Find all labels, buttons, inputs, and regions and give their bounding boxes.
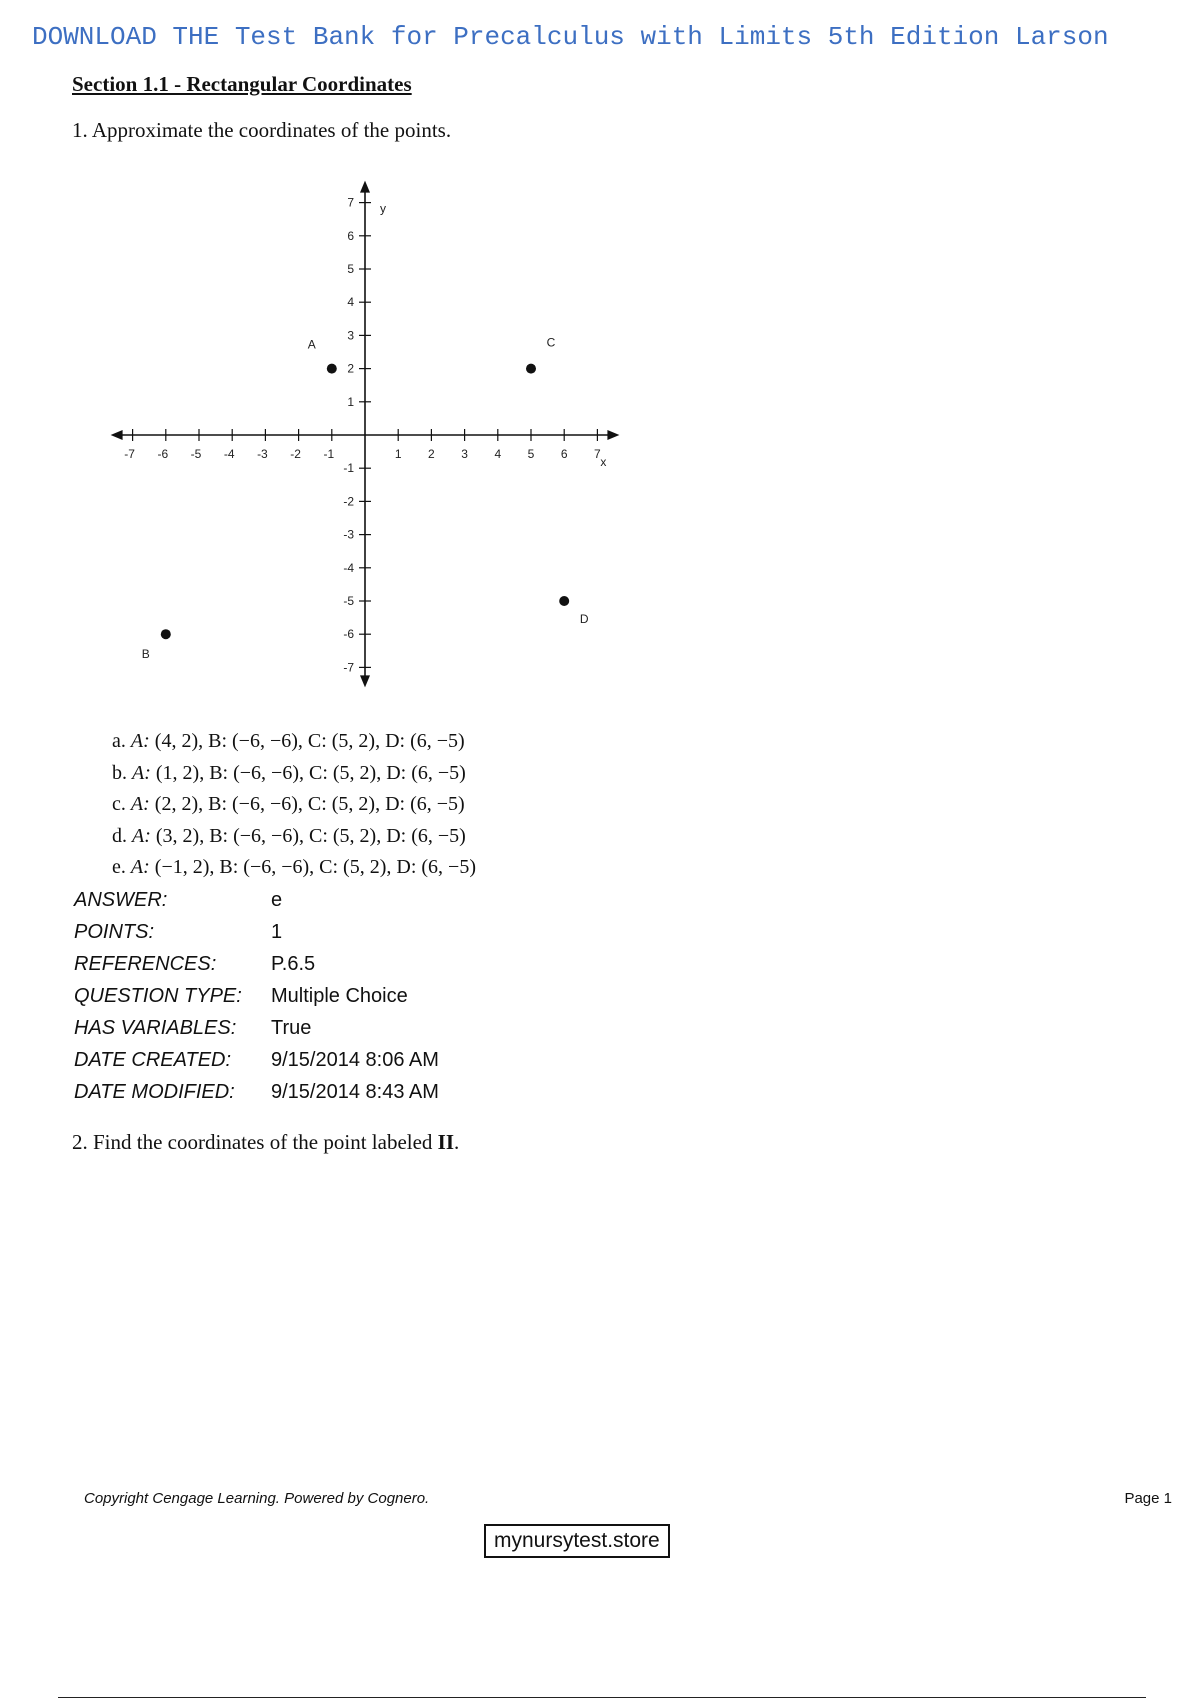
- y-tick-label: 5: [347, 262, 354, 276]
- answer-choice: [112, 852, 476, 884]
- metadata-row: [74, 1076, 439, 1108]
- x-tick-label: 3: [461, 447, 468, 461]
- x-tick-label: -2: [290, 447, 301, 461]
- y-tick-label: 6: [347, 228, 354, 243]
- metadata-value: True: [271, 1017, 312, 1039]
- point-a-label: A: [307, 337, 316, 352]
- y-tick-label: -2: [343, 494, 354, 509]
- answer-choice: [112, 758, 476, 790]
- metadata-row: [74, 948, 439, 980]
- y-axis-arrow-down: [360, 675, 370, 687]
- question-2-end: .: [454, 1130, 460, 1154]
- y-tick-label: 7: [347, 195, 354, 210]
- metadata-value: e: [271, 889, 283, 911]
- metadata-row: [74, 916, 439, 948]
- question-2-text: 2. Find the coordinates of the point labeled: [72, 1130, 438, 1154]
- y-tick-label: 4: [347, 295, 354, 310]
- y-tick-label: -4: [343, 560, 354, 575]
- metadata-key: DATE MODIFIED:: [74, 1081, 235, 1103]
- footer-copyright: Copyright Cengage Learning. Powered by Cognero.: [84, 1490, 430, 1507]
- choice-point-prefix: A:: [132, 761, 151, 784]
- x-tick-label: 2: [428, 447, 435, 461]
- metadata-row: [74, 980, 439, 1012]
- choice-text: (4, 2), B: (−6, −6), C: (5, 2), D: (6, −5): [149, 730, 465, 752]
- y-tick-label: -1: [343, 461, 354, 476]
- metadata-value: 1: [271, 921, 283, 943]
- choice-point-prefix: A:: [130, 730, 150, 752]
- metadata-row: [74, 1044, 439, 1076]
- answer-choice: [112, 821, 476, 853]
- point-d-marker: [559, 596, 569, 606]
- point-a-marker: [327, 364, 337, 374]
- x-tick-label: -5: [190, 447, 202, 461]
- x-axis-label: x: [600, 455, 607, 469]
- answer-choices: [112, 726, 476, 884]
- metadata-value: 9/15/2014 8:43 AM: [271, 1081, 439, 1103]
- choice-letter: b.: [112, 761, 132, 784]
- x-tick-label: -7: [124, 447, 135, 461]
- choice-text: (3, 2), B: (−6, −6), C: (5, 2), D: (6, −5): [150, 824, 466, 847]
- metadata-key: POINTS:: [74, 921, 155, 943]
- x-tick-label: -1: [323, 447, 335, 461]
- y-tick-label: -7: [343, 660, 354, 675]
- x-tick-label: 6: [560, 447, 568, 461]
- section-title: Section 1.1 - Rectangular Coordinates: [72, 72, 412, 96]
- answer-choice: [112, 789, 476, 821]
- metadata-value: P.6.5: [271, 953, 316, 975]
- metadata-key: DATE CREATED:: [74, 1049, 232, 1071]
- y-tick-label: 1: [347, 394, 354, 409]
- x-tick-label: 4: [494, 447, 502, 461]
- metadata-row: [74, 884, 439, 916]
- x-tick-label: -6: [157, 447, 169, 461]
- metadata-key: REFERENCES:: [74, 953, 217, 975]
- choice-letter: a.: [112, 730, 131, 752]
- y-axis-arrow-up: [360, 181, 370, 193]
- metadata-value: 9/15/2014 8:06 AM: [271, 1049, 439, 1071]
- metadata-key: HAS VARIABLES:: [74, 1017, 237, 1039]
- choice-letter: d.: [112, 824, 132, 847]
- y-tick-label: 2: [347, 361, 354, 376]
- x-axis-arrow-right: [607, 430, 619, 440]
- choice-point-prefix: A:: [130, 856, 150, 878]
- point-b-marker: [161, 629, 171, 639]
- y-tick-label: -5: [343, 594, 354, 608]
- store-link[interactable]: mynursytest.store: [484, 1524, 670, 1558]
- metadata-row: [74, 1012, 439, 1044]
- choice-text: (−1, 2), B: (−6, −6), C: (5, 2), D: (6, −5): [149, 856, 476, 878]
- point-b-label: B: [141, 647, 150, 662]
- download-banner[interactable]: DOWNLOAD THE Test Bank for Precalculus with Limits 5th Edition Larson: [32, 22, 1109, 52]
- y-tick-label: -3: [343, 527, 354, 542]
- choice-letter: e.: [112, 856, 131, 878]
- point-c-marker: [526, 364, 536, 374]
- y-tick-label: 3: [347, 328, 354, 343]
- x-tick-label: 5: [527, 447, 535, 461]
- answer-choice: [112, 726, 476, 758]
- x-tick-label: -4: [223, 447, 235, 461]
- x-tick-label: 1: [394, 447, 402, 461]
- metadata-key: QUESTION TYPE:: [74, 985, 242, 1007]
- bottom-divider: [58, 1697, 1146, 1698]
- y-axis-label: y: [380, 201, 386, 216]
- choice-point-prefix: A:: [132, 824, 151, 847]
- metadata-value: Multiple Choice: [271, 985, 408, 1007]
- point-d-label: D: [579, 612, 589, 626]
- question-2-prompt: [72, 1130, 459, 1155]
- question-1-prompt: 1. Approximate the coordinates of the points.: [72, 118, 452, 142]
- footer-page-number: Page 1: [1124, 1490, 1172, 1507]
- x-tick-label: 7: [594, 447, 601, 461]
- question-2-point-label: II: [437, 1130, 455, 1154]
- x-tick-label: -3: [257, 447, 268, 461]
- choice-text: (1, 2), B: (−6, −6), C: (5, 2), D: (6, −5): [150, 761, 466, 784]
- y-tick-label: -6: [343, 627, 354, 642]
- point-c-label: C: [546, 335, 556, 350]
- choice-text: (2, 2), B: (−6, −6), C: (5, 2), D: (6, −5): [149, 793, 465, 815]
- coordinate-plane: [110, 180, 620, 690]
- choice-point-prefix: A:: [130, 793, 150, 815]
- x-axis-arrow-left: [111, 430, 123, 440]
- question-metadata: [74, 884, 439, 1108]
- choice-letter: c.: [112, 793, 131, 815]
- metadata-key: ANSWER:: [74, 889, 168, 911]
